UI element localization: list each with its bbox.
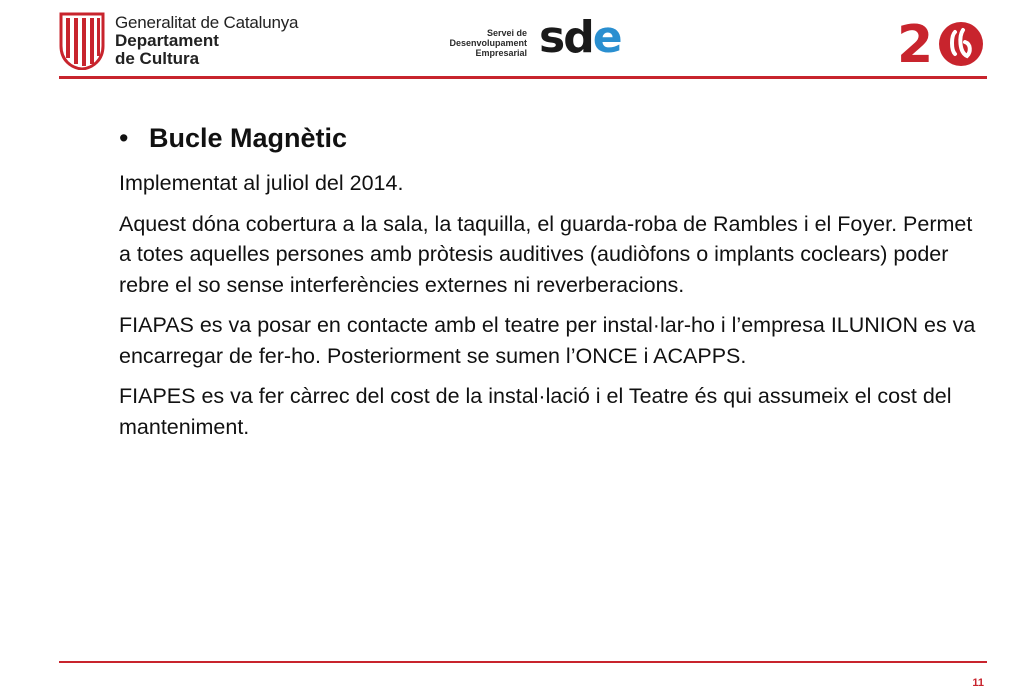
generalitat-line1: Generalitat de Catalunya [115, 13, 299, 32]
paragraph-date: Implementat al juliol del 2014. [119, 171, 404, 195]
slide-header [0, 0, 1024, 80]
sde-line1: Servei de [486, 28, 527, 38]
paragraph-cost: FIAPES es va fer càrrec del cost de la instal·lació i el Teatre és qui assumeix el cost del manteniment. [119, 384, 952, 439]
paragraph-installation: FIAPAS es va posar en contacte amb el teatre per instal·lar-ho i l’empresa ILUNION es va encarregar de fer-ho. Posteriorment se sumen l’ONCE i ACAPPS. [119, 313, 976, 368]
sde-letter-d: d [563, 12, 593, 63]
sde-letter-s: s [539, 12, 564, 63]
generalitat-logo [59, 12, 339, 70]
footer-divider [59, 661, 987, 663]
anniversary-digit: 2 [897, 15, 934, 70]
paragraph-coverage: Aquest dóna cobertura a la sala, la taquilla, el guarda-roba de Rambles i el Foyer. Permet a totes aquelles persones amb pròtesis auditives (audiòfons o implants coclears) poder rebre el so sense interferències externes ni reverberacions. [119, 211, 973, 297]
page-number: 11 [972, 677, 984, 689]
bullet-dot: • [119, 123, 129, 153]
sde-line2: Desenvolupament [449, 38, 527, 48]
sde-wordmark [539, 8, 621, 68]
sde-letter-e: e [592, 12, 621, 63]
catalan-shield-icon [59, 12, 105, 70]
heading-text: Bucle Magnètic [149, 123, 348, 153]
generalitat-line2: Departament [115, 31, 219, 50]
slide-heading [119, 118, 979, 158]
generalitat-text [115, 14, 298, 68]
header-divider [59, 76, 987, 79]
slide-content [119, 118, 979, 452]
sde-line3: Empresarial [475, 48, 527, 58]
generalitat-line3: de Cultura [115, 49, 200, 68]
sde-subtitle [449, 28, 527, 58]
twenty-anniversary-logo [897, 14, 987, 70]
sde-logo [437, 10, 621, 70]
